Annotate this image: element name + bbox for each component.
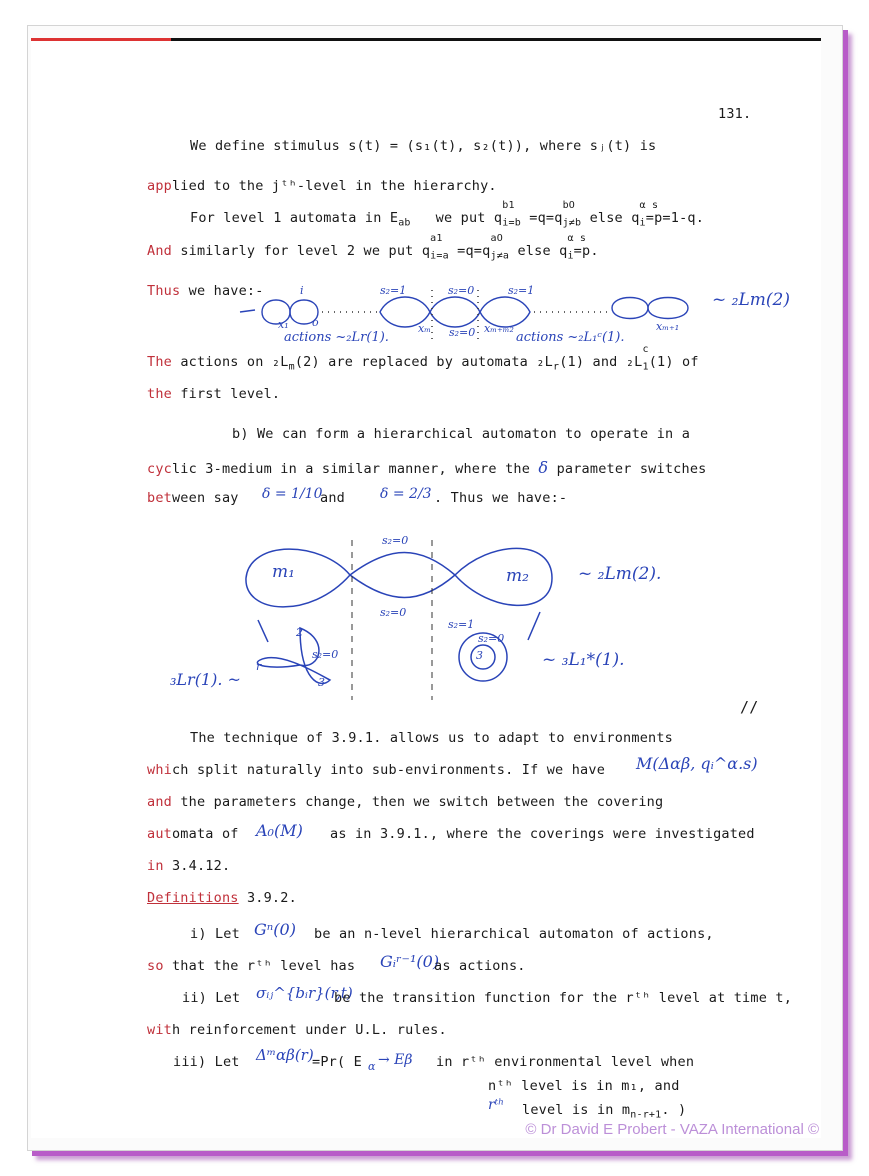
def-2: so that the rᵗʰ level has <box>147 958 356 974</box>
d2-arrow-right <box>528 612 540 640</box>
hw-sigma: σᵢⱼ^{bᵢr}(r,t) <box>256 984 353 1002</box>
hw-Ea: α <box>368 1060 376 1073</box>
hw-A0: A₀(M) <box>256 821 303 840</box>
hw-delta-2: δ = 2/3 <box>380 486 432 502</box>
d2-L3r: ₃Lr(1). ~ <box>170 670 241 689</box>
d1-label-s4: s₂=1 <box>508 284 535 297</box>
d1-actions-2: actions ~₂L₁ᶜ(1). <box>516 330 625 345</box>
text-line-13: and the parameters change, then we switch between the covering <box>147 794 664 810</box>
d1-label-xm3: xₘ₊₁ <box>656 320 680 333</box>
text-line-10: between say <box>147 490 239 506</box>
d1-label-o: o <box>312 316 319 329</box>
d2-L3s: ~ ₃L₁*(1). <box>542 650 625 670</box>
def-3: ii) Let <box>182 990 241 1006</box>
text-line-7: the first level. <box>147 386 281 402</box>
d2-label-s0c: s₂=0 <box>478 632 505 645</box>
text-line-14b: as in 3.9.1., where the coverings were investigated <box>330 826 755 842</box>
d2-m2: m₂ <box>506 566 529 586</box>
def-5b: =Pr( E <box>312 1054 362 1070</box>
d1-L2m: ~ ₂Lm(2) <box>712 290 790 310</box>
d1-label-x1: x₁ <box>278 318 289 331</box>
d1-label-s2: s₂=0 <box>448 284 475 297</box>
d2-label-top: s₂=0 <box>382 534 409 547</box>
d1-label-s1: s₂=1 <box>380 284 407 297</box>
hw-Gi: Gᵢʳ⁻¹(0) <box>380 952 440 971</box>
page-number: 131. <box>718 106 752 122</box>
d2-label-bottom: s₂=0 <box>380 606 407 619</box>
text-line-3: For level 1 automata in $E_{ab}$ we put q b1 $_{i=b}$ =q=q bO $_{j\ne b}$ else q α s $_i$=p=1-q. <box>190 200 705 229</box>
text-thus: . Thus we have:- <box>434 490 568 506</box>
def-3b: be the transition function for the rᵗʰ level at time t, <box>334 990 793 1006</box>
d1-label-s3: s₂=0 <box>449 326 476 339</box>
d2-label-s2: s₂=0 <box>312 648 339 661</box>
text-line-5: Thus we have:- <box>147 283 264 299</box>
d2-node-r: r <box>256 660 262 673</box>
hw-G: Gⁿ(0) <box>254 920 296 939</box>
hw-Delta: Δᵐαβ(r) <box>256 1046 314 1064</box>
watermark: © Dr David E Probert - VAZA International © <box>525 1121 819 1138</box>
def-6: nᵗʰ level is in m₁, and <box>488 1078 680 1094</box>
d2-circle-inner <box>471 645 495 669</box>
d2-arrow-left <box>258 620 268 642</box>
d1-actions-1: actions ~₂Lr(1). <box>284 330 389 345</box>
def-5c: in rᵗʰ environmental level when <box>436 1054 695 1070</box>
d2-L2m: ~ ₂Lm(2). <box>578 564 662 584</box>
d2-node-2: 2 <box>296 626 303 639</box>
d2-left-lobe <box>246 549 350 607</box>
text-line-9: cyclic 3-medium in a similar manner, where the δ parameter switches <box>147 458 707 477</box>
hw-r: rᵗʰ <box>488 1097 505 1113</box>
text-line-14: automata of <box>147 826 239 842</box>
d1-label-i: i <box>300 284 304 297</box>
d1-label-xm: xₘ <box>418 322 431 335</box>
text-line-1: We define stimulus s(t) = (s₁(t), s₂(t)), where sⱼ(t) is <box>190 138 657 154</box>
text-and: and <box>320 490 345 506</box>
d2-circle-label: 3 <box>476 649 483 662</box>
text-line-2: applied to the jᵗʰ-level in the hierarchy. <box>147 178 497 194</box>
text-line-11: The technique of 3.9.1. allows us to adapt to environments <box>190 730 674 746</box>
def-2b: as actions. <box>434 958 526 974</box>
d2-m1: m₁ <box>272 562 295 582</box>
d1-label-xm2: xₘ₊ₘ₂ <box>484 322 514 335</box>
end-mark: // <box>740 698 759 716</box>
text-line-12: which split naturally into sub-environments. If we have <box>147 762 606 778</box>
d2-label-s1: s₂=1 <box>448 618 475 631</box>
def-4: with reinforcement under U.L. rules. <box>147 1022 447 1038</box>
def-7: level is in $m_{n-r+1}$. ) <box>522 1102 687 1121</box>
hw-Eb: → Eβ <box>378 1052 413 1068</box>
definitions-heading: Definitions 3.9.2. <box>147 890 297 906</box>
def-5: iii) Let <box>173 1054 240 1070</box>
d2-bottom-arc <box>350 575 455 598</box>
def-1b: be an n-level hierarchical automaton of actions, <box>314 926 714 942</box>
hw-delta: δ <box>538 458 549 477</box>
text-line-6: The actions on $_2L_m(2)$ are replaced by automata $_2L_r(1)$ and ₂L c $_1$(1) of <box>147 344 699 373</box>
text-line-4: And similarly for level 2 we put q a1 $_{i=a}$ =q=q aO $_{j\ne a}$ else q α s $_i$=p. <box>147 233 599 262</box>
def-1: i) Let <box>190 926 240 942</box>
hw-delta-1: δ = 1/10 <box>262 486 323 502</box>
d2-top-arc <box>350 553 455 576</box>
hw-M: M(Δαβ, qᵢ^α.s) <box>636 754 758 773</box>
text-line-15: in 3.4.12. <box>147 858 231 874</box>
d2-node-3: 3 <box>318 676 325 689</box>
d2-right-lobe <box>455 548 552 605</box>
text-line-8: b) We can form a hierarchical automaton to operate in a <box>232 426 691 442</box>
